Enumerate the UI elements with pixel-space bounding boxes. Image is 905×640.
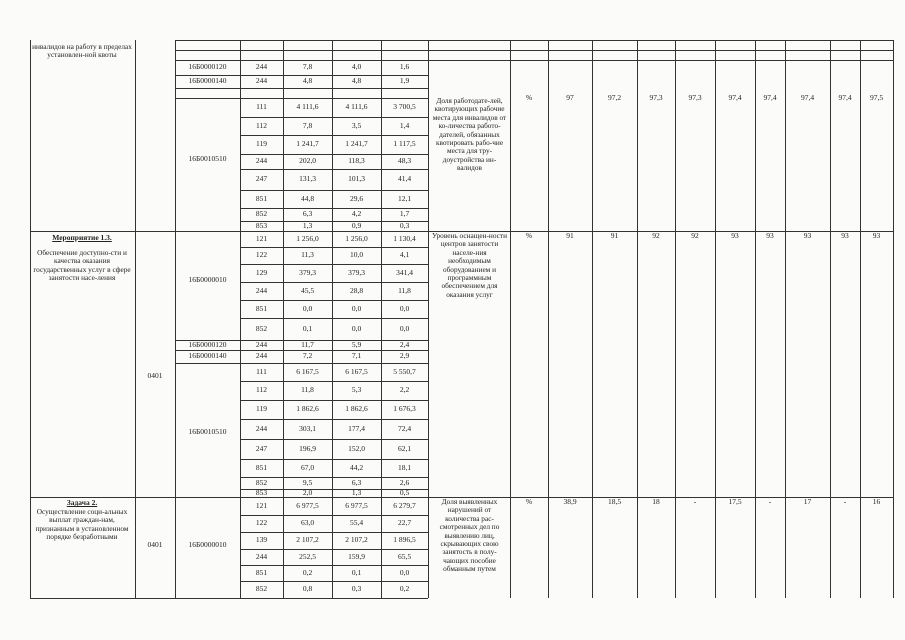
- measure-row-a-value-2: 28,8: [349, 285, 364, 295]
- measure-row-c-value-2: 6,3: [351, 477, 362, 487]
- grid-line: [893, 60, 894, 598]
- grid-line: [240, 400, 428, 401]
- top-group-row-value-2: 4 111,6: [345, 102, 368, 111]
- grid-line: [637, 60, 638, 598]
- measure-row-c-vr: 852: [255, 477, 268, 487]
- grid-line: [830, 40, 831, 60]
- measure-row-c-vr: 244: [255, 423, 268, 433]
- task-row-value-3: 0,0: [399, 567, 410, 577]
- task-row-value-1: 252,5: [299, 551, 316, 561]
- measure-row-c-value-2: 177,4: [348, 423, 365, 433]
- measure-row-a-value-1: 379,3: [299, 267, 316, 277]
- measure-row-a-value-1: 0,0: [302, 303, 313, 313]
- grid-line: [637, 40, 638, 60]
- top-row-code: 16Б0000120: [188, 62, 227, 71]
- measure-value-3: 92: [652, 231, 660, 240]
- task-value-9: 16: [872, 497, 881, 506]
- grid-line: [283, 40, 284, 60]
- top-group-row-value-1: 7,8: [302, 120, 313, 130]
- top-value-1: 97: [566, 93, 574, 102]
- measure-row-b-value-3: 2,9: [399, 351, 410, 360]
- top-value-6: 97,4: [763, 93, 777, 102]
- grid-line: [240, 190, 428, 191]
- measure-row-b-code: 16Б0000140: [188, 351, 227, 360]
- measure-value-6: 93: [766, 231, 774, 240]
- measure-indicator: Уровень оснащен-ности центров занятости населе-ния необходимым оборудованием и программным обеспечением для оказания услуг: [432, 231, 507, 299]
- measure-row-a-value-2: 1 256,0: [345, 233, 368, 243]
- task-row-value-3: 0,2: [399, 584, 410, 593]
- top-value-2: 97,2: [607, 93, 622, 102]
- measure-row-b-vr: 244: [255, 339, 268, 349]
- top-row-code: 16Б0000140: [188, 76, 227, 85]
- grid-line: [860, 40, 861, 60]
- top-group-row-vr: 111: [256, 102, 267, 111]
- top-group-row-vr: 852: [255, 209, 268, 218]
- measure-row-b-value-2: 7,1: [351, 351, 362, 360]
- task-indicator: Доля выявленных нарушений от количества рас-смотренных дел по выявлению лиц, скрывающих свою занятость в полу-чающих пособие обманным путем: [439, 497, 500, 574]
- top-group-row-value-2: 118,3: [348, 156, 365, 165]
- task-value-8: -: [843, 497, 847, 506]
- grid-line: [332, 60, 333, 598]
- measure-title: Мероприятие 1.3.: [52, 233, 112, 242]
- measure-value-4: 92: [691, 231, 699, 240]
- task-row-value-1: 2 107,2: [296, 535, 319, 544]
- grid-line: [240, 117, 428, 118]
- top-value-9: 97,5: [869, 93, 884, 102]
- grid-line: [240, 581, 428, 582]
- grid-line: [240, 135, 428, 136]
- measure-row-a-value-3: 11,8: [398, 285, 411, 295]
- measure-row-c-value-2: 6 167,5: [345, 366, 368, 376]
- grid-line: [30, 40, 31, 598]
- task-row-value-3: 1 896,5: [393, 535, 416, 544]
- grid-line: [240, 497, 428, 498]
- top-group-row-value-2: 1 241,7: [345, 139, 368, 148]
- measure-row-a-vr: 129: [255, 267, 268, 277]
- top-row-value-3: 1,6: [399, 62, 410, 71]
- grid-line: [675, 60, 676, 598]
- top-group-row-value-3: 0,3: [399, 220, 410, 230]
- measure-row-a-vr: 122: [255, 250, 268, 259]
- measure-code-c: 16Б0010510: [188, 427, 227, 436]
- measure-row-c-value-1: 303,1: [299, 423, 316, 433]
- task-row-value-1: 63,0: [300, 518, 315, 527]
- measure-description: Обеспечение доступно-сти и качества оказания государственных услуг в сфере занятости насе-ления: [33, 248, 131, 283]
- measure-row-c-vr: 112: [256, 385, 267, 394]
- top-group-row-vr: 244: [255, 156, 268, 165]
- measure-row-c-vr: 247: [255, 443, 268, 453]
- measure-rzpr: 0401: [147, 371, 163, 380]
- grid-line: [240, 565, 428, 566]
- task-unit: %: [525, 497, 533, 506]
- top-group-row-value-2: 0,9: [351, 220, 362, 230]
- top-group-row-value-2: 3,5: [351, 120, 362, 130]
- grid-line: [428, 60, 893, 61]
- top-description: инвалидов на работу в пределах установлен-ной квоты: [32, 42, 132, 60]
- task-row-value-2: 55,4: [349, 518, 364, 527]
- grid-line: [428, 40, 429, 598]
- measure-row-c-value-2: 5,3: [351, 385, 362, 394]
- measure-value-8: 93: [841, 231, 849, 240]
- top-group-row-value-1: 4 111,6: [296, 102, 319, 111]
- task-title: Задача 2.: [66, 498, 98, 507]
- measure-row-a-value-3: 1 130,4: [393, 233, 416, 243]
- measure-value-7: 93: [803, 231, 812, 240]
- measure-row-c-value-1: 67,0: [300, 462, 315, 472]
- top-row-value-1: 7,8: [302, 62, 313, 71]
- grid-line: [715, 60, 716, 598]
- top-value-8: 97,4: [838, 93, 852, 102]
- top-row-vr: 244: [255, 76, 268, 85]
- measure-row-a-value-2: 0,0: [351, 303, 362, 313]
- grid-line: [785, 40, 786, 60]
- top-group-row-value-3: 1,4: [399, 120, 410, 130]
- measure-row-a-vr: 852: [255, 323, 268, 333]
- top-indicator: Доля работодате-лей, квотирующих рабочие места для инвалидов от ко-личества работо-дателей, обязанных квотировать рабо-чие места для тру-доустройства ин-валидов: [432, 96, 507, 173]
- grid-line: [240, 154, 428, 155]
- measure-row-a-value-2: 0,0: [351, 323, 362, 333]
- grid-line: [240, 419, 428, 420]
- grid-line: [175, 88, 428, 89]
- measure-row-a-value-3: 341,4: [396, 267, 413, 277]
- task-value-7: 17: [803, 497, 812, 506]
- measure-row-c-value-3: 0,5: [399, 487, 410, 497]
- grid-line: [715, 40, 716, 60]
- grid-line: [240, 318, 428, 319]
- grid-line: [175, 98, 240, 99]
- top-value-3: 97,3: [649, 93, 663, 102]
- task-row-vr: 244: [255, 551, 268, 561]
- top-group-row-value-3: 48,3: [397, 156, 412, 165]
- measure-row-c-value-1: 2,0: [302, 487, 313, 497]
- task-code: 16Б0000010: [188, 540, 227, 549]
- measure-row-c-value-2: 1 862,6: [345, 404, 368, 413]
- measure-row-a-value-2: 379,3: [348, 267, 365, 277]
- grid-line: [240, 169, 428, 170]
- top-group-row-value-3: 41,4: [397, 174, 412, 183]
- grid-line: [240, 247, 428, 248]
- measure-row-c-value-2: 44,2: [349, 462, 364, 472]
- top-row-value-1: 4,8: [302, 76, 313, 85]
- top-group-row-value-1: 44,8: [300, 193, 315, 203]
- top-group-row-value-3: 1 117,5: [393, 139, 416, 148]
- task-value-5: 17,5: [728, 497, 742, 506]
- top-group-code: 16Б0010510: [188, 154, 227, 163]
- grid-line: [283, 60, 284, 598]
- measure-row-c-value-1: 11,8: [301, 385, 314, 394]
- top-value-5: 97,4: [728, 93, 742, 102]
- measure-row-a-value-1: 1 256,0: [296, 233, 319, 243]
- measure-row-c-value-3: 5 550,7: [393, 366, 416, 376]
- measure-row-c-vr: 851: [255, 462, 268, 472]
- grid-line: [755, 60, 756, 598]
- grid-line: [893, 40, 894, 60]
- grid-line: [240, 98, 428, 99]
- grid-line: [240, 264, 428, 265]
- task-row-vr: 851: [255, 567, 268, 577]
- task-row-value-2: 159,9: [348, 551, 365, 561]
- task-value-6: -: [768, 497, 772, 506]
- top-row-value-3: 1,9: [399, 76, 410, 85]
- task-rzpr: 0401: [147, 540, 163, 549]
- task-row-value-2: 0,1: [351, 567, 362, 577]
- measure-row-a-value-1: 11,3: [301, 250, 314, 259]
- grid-line: [240, 439, 428, 440]
- measure-row-b-value-1: 11,7: [301, 339, 314, 349]
- grid-line: [548, 60, 549, 598]
- measure-row-a-value-3: 0,0: [399, 303, 410, 313]
- top-group-row-value-1: 131,3: [299, 174, 316, 183]
- measure-code-a: 16Б0000010: [188, 275, 227, 284]
- top-group-row-value-1: 6,3: [302, 209, 313, 218]
- grid-line: [755, 40, 756, 60]
- measure-row-c-vr: 111: [256, 366, 267, 376]
- measure-row-a-vr: 244: [255, 285, 268, 295]
- top-group-row-value-2: 4,2: [351, 209, 362, 218]
- top-group-row-value-2: 29,6: [349, 193, 364, 203]
- grid-line: [240, 381, 428, 382]
- grid-line: [830, 60, 831, 598]
- measure-value-1: 91: [566, 231, 574, 240]
- task-row-value-1: 6 977,5: [296, 500, 319, 510]
- grid-line: [381, 60, 382, 598]
- measure-row-b-value-2: 5,9: [351, 339, 362, 349]
- measure-row-b-value-1: 7,2: [302, 351, 313, 360]
- top-group-row-value-3: 3 700,5: [393, 102, 416, 111]
- task-row-vr: 121: [255, 500, 268, 510]
- measure-row-a-value-1: 45,5: [300, 285, 315, 295]
- top-row-vr: 244: [255, 62, 268, 71]
- measure-value-5: 93: [731, 231, 739, 240]
- task-row-vr: 139: [255, 535, 268, 544]
- task-row-value-2: 6 977,5: [345, 500, 368, 510]
- measure-value-2: 91: [610, 231, 619, 240]
- top-value-7: 97,4: [800, 93, 815, 102]
- top-group-row-vr: 112: [256, 120, 267, 130]
- grid-line: [30, 598, 428, 599]
- grid-line: [240, 363, 428, 364]
- grid-line: [175, 60, 428, 61]
- measure-row-a-value-3: 4,1: [399, 250, 410, 259]
- top-row-value-2: 4,0: [351, 62, 362, 71]
- grid-line: [240, 532, 428, 533]
- measure-row-c-value-3: 18,1: [397, 462, 412, 472]
- grid-line: [785, 60, 786, 598]
- task-row-value-3: 22,7: [397, 518, 412, 527]
- measure-row-c-value-1: 196,9: [299, 443, 316, 453]
- measure-row-a-value-2: 10,0: [349, 250, 364, 259]
- measure-row-a-value-3: 0,0: [399, 323, 410, 333]
- measure-value-9: 93: [872, 231, 881, 240]
- task-value-1: 38,9: [563, 497, 577, 506]
- measure-row-b-code: 16Б0000120: [188, 339, 227, 349]
- task-row-value-3: 6 279,7: [393, 500, 416, 510]
- grid-line: [240, 231, 428, 232]
- measure-row-b-value-3: 2,4: [399, 339, 410, 349]
- top-group-row-vr: 851: [255, 193, 268, 203]
- measure-row-c-value-3: 2,2: [399, 385, 410, 394]
- grid-line: [510, 60, 511, 598]
- grid-line: [175, 40, 176, 598]
- task-row-value-3: 65,5: [397, 551, 412, 561]
- top-group-row-vr: 853: [255, 220, 268, 230]
- measure-row-c-vr: 853: [255, 487, 268, 497]
- measure-unit: %: [525, 231, 533, 240]
- measure-row-c-vr: 119: [256, 404, 267, 413]
- measure-row-c-value-2: 152,0: [348, 443, 365, 453]
- measure-row-a-vr: 121: [255, 233, 268, 243]
- top-group-row-value-1: 1,3: [302, 220, 313, 230]
- top-group-row-value-1: 202,0: [299, 156, 316, 165]
- task-row-value-1: 0,2: [302, 567, 313, 577]
- task-value-3: 18: [652, 497, 660, 506]
- task-row-vr: 122: [255, 518, 268, 527]
- measure-row-c-value-3: 2,6: [399, 477, 410, 487]
- task-row-value-2: 2 107,2: [345, 535, 368, 544]
- grid-line: [240, 549, 428, 550]
- top-group-row-vr: 119: [256, 139, 267, 148]
- measure-row-c-value-3: 1 676,3: [393, 404, 416, 413]
- measure-row-b-vr: 244: [255, 351, 268, 360]
- grid-line: [510, 40, 511, 60]
- measure-row-c-value-3: 62,1: [397, 443, 412, 453]
- top-group-row-value-2: 101,3: [348, 174, 365, 183]
- grid-line: [332, 40, 333, 60]
- grid-line: [240, 459, 428, 460]
- grid-line: [381, 40, 382, 60]
- top-group-row-value-3: 1,7: [399, 209, 410, 218]
- grid-line: [592, 40, 593, 60]
- grid-line: [240, 282, 428, 283]
- grid-line: [548, 40, 549, 60]
- task-value-4: -: [693, 497, 697, 506]
- measure-row-c-value-2: 1,3: [351, 487, 362, 497]
- measure-row-c-value-1: 6 167,5: [296, 366, 319, 376]
- grid-line: [135, 40, 136, 598]
- grid-line: [592, 60, 593, 598]
- top-group-row-value-3: 12,1: [397, 193, 412, 203]
- grid-line: [240, 300, 428, 301]
- grid-line: [240, 40, 241, 598]
- measure-row-a-vr: 851: [255, 303, 268, 313]
- task-row-value-2: 0,3: [351, 584, 362, 593]
- measure-row-c-value-3: 72,4: [397, 423, 412, 433]
- top-row-value-2: 4,8: [351, 76, 362, 85]
- task-description: Осуществление соци-альных выплат граждан-нам, признанным в установленном порядке безработными: [35, 507, 129, 542]
- measure-row-a-value-1: 0,1: [302, 323, 313, 333]
- task-value-2: 18,5: [607, 497, 622, 506]
- grid-line: [860, 60, 861, 598]
- grid-line: [675, 40, 676, 60]
- top-group-row-vr: 247: [255, 174, 268, 183]
- task-row-vr: 852: [255, 584, 268, 593]
- grid-line: [240, 515, 428, 516]
- task-row-value-1: 0,8: [302, 584, 313, 593]
- measure-row-c-value-1: 1 862,6: [296, 404, 319, 413]
- top-group-row-value-1: 1 241,7: [296, 139, 319, 148]
- top-unit: %: [525, 93, 533, 102]
- top-value-4: 97,3: [688, 93, 702, 102]
- measure-row-c-value-1: 9,5: [302, 477, 313, 487]
